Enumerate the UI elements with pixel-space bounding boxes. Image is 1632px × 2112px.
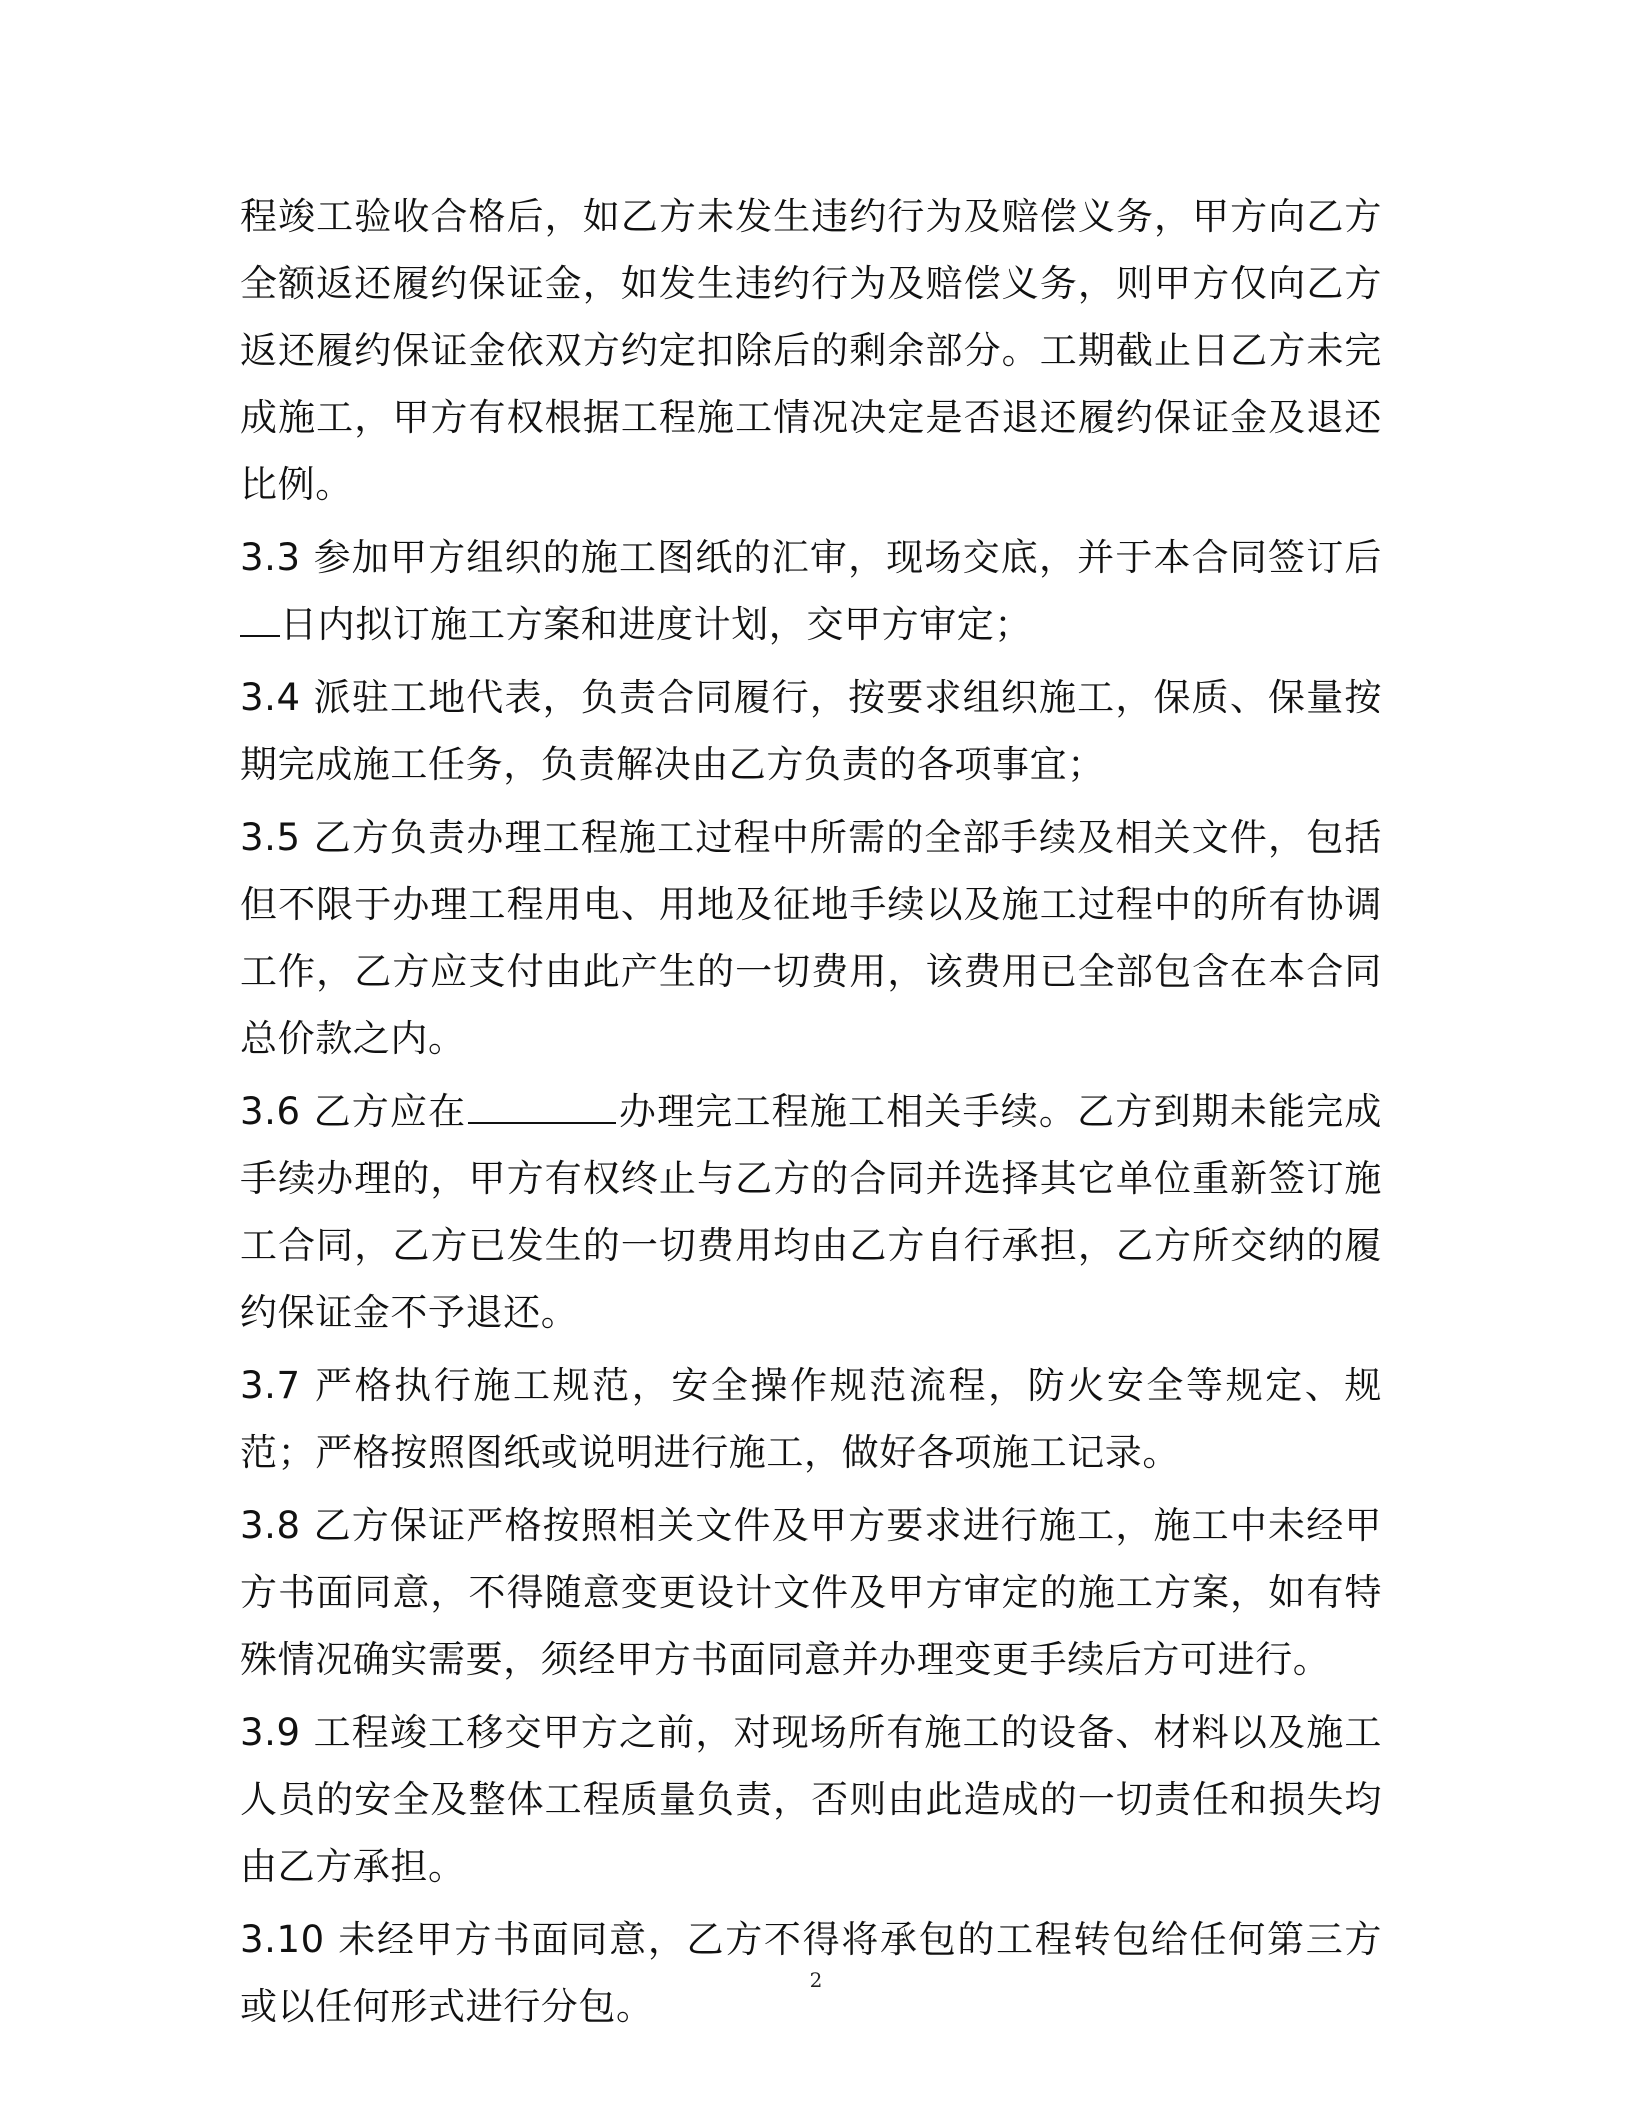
clause-text: 3.7 严格执行施工规范，安全操作规范流程，防火安全等规定、规范；严格按照图纸或说明进行施工，做好各项施工记录。 xyxy=(240,1364,1382,1474)
clause-text: 日内拟订施工方案和进度计划，交甲方审定； xyxy=(280,603,1032,646)
clause-text: 3.10 未经甲方书面同意，乙方不得将承包的工程转包给任何第三方或以任何形式进行分包。 xyxy=(240,1918,1382,2028)
clause-text: 3.4 派驻工地代表，负责合同履行，按要求组织施工，保质、保量按期完成施工任务，负责解决由乙方负责的各项事宜； xyxy=(240,676,1382,786)
clause-3-5 xyxy=(240,804,1382,1072)
clause-text: 3.8 乙方保证严格按照相关文件及甲方要求进行施工，施工中未经甲方书面同意，不得随意变更设计文件及甲方审定的施工方案，如有特殊情况确实需要，须经甲方书面同意并办理变更手续后方可进行。 xyxy=(240,1504,1382,1681)
clause-3-9 xyxy=(240,1699,1382,1900)
blank-line xyxy=(468,1078,616,1124)
page-number: 2 xyxy=(809,1968,823,1992)
clause-3-6 xyxy=(240,1078,1382,1346)
paragraph-continuation xyxy=(240,183,1382,518)
document-body xyxy=(240,183,1382,2046)
clause-text: 3.3 参加甲方组织的施工图纸的汇审，现场交底，并于本合同签订后 xyxy=(240,536,1382,579)
clause-3-4 xyxy=(240,664,1382,798)
clause-3-3 xyxy=(240,524,1382,658)
clause-text: 3.5 乙方负责办理工程施工过程中所需的全部手续及相关文件，包括但不限于办理工程用电、用地及征地手续以及施工过程中的所有协调工作，乙方应支付由此产生的一切费用，该费用已全部包含在本合同总价款之内。 xyxy=(240,816,1382,1060)
clause-text: 3.9 工程竣工移交甲方之前，对现场所有施工的设备、材料以及施工人员的安全及整体工程质量负责，否则由此造成的一切责任和损失均由乙方承担。 xyxy=(240,1711,1382,1888)
paragraph-text: 程竣工验收合格后，如乙方未发生违约行为及赔偿义务，甲方向乙方全额返还履约保证金，如发生违约行为及赔偿义务，则甲方仅向乙方返还履约保证金依双方约定扣除后的剩余部分。工期截止日乙方未完成施工，甲方有权根据工程施工情况决定是否退还履约保证金及退还比例。 xyxy=(240,195,1382,506)
clause-3-7 xyxy=(240,1352,1382,1486)
clause-text: 3.6 乙方应在 xyxy=(240,1090,467,1133)
clause-3-8 xyxy=(240,1492,1382,1693)
clause-text: 办理完工程施工相关手续。乙方到期未能完成手续办理的，甲方有权终止与乙方的合同并选择其它单位重新签订施工合同，乙方已发生的一切费用均由乙方自行承担，乙方所交纳的履约保证金不予退还。 xyxy=(240,1090,1383,1334)
blank-line xyxy=(240,591,280,637)
